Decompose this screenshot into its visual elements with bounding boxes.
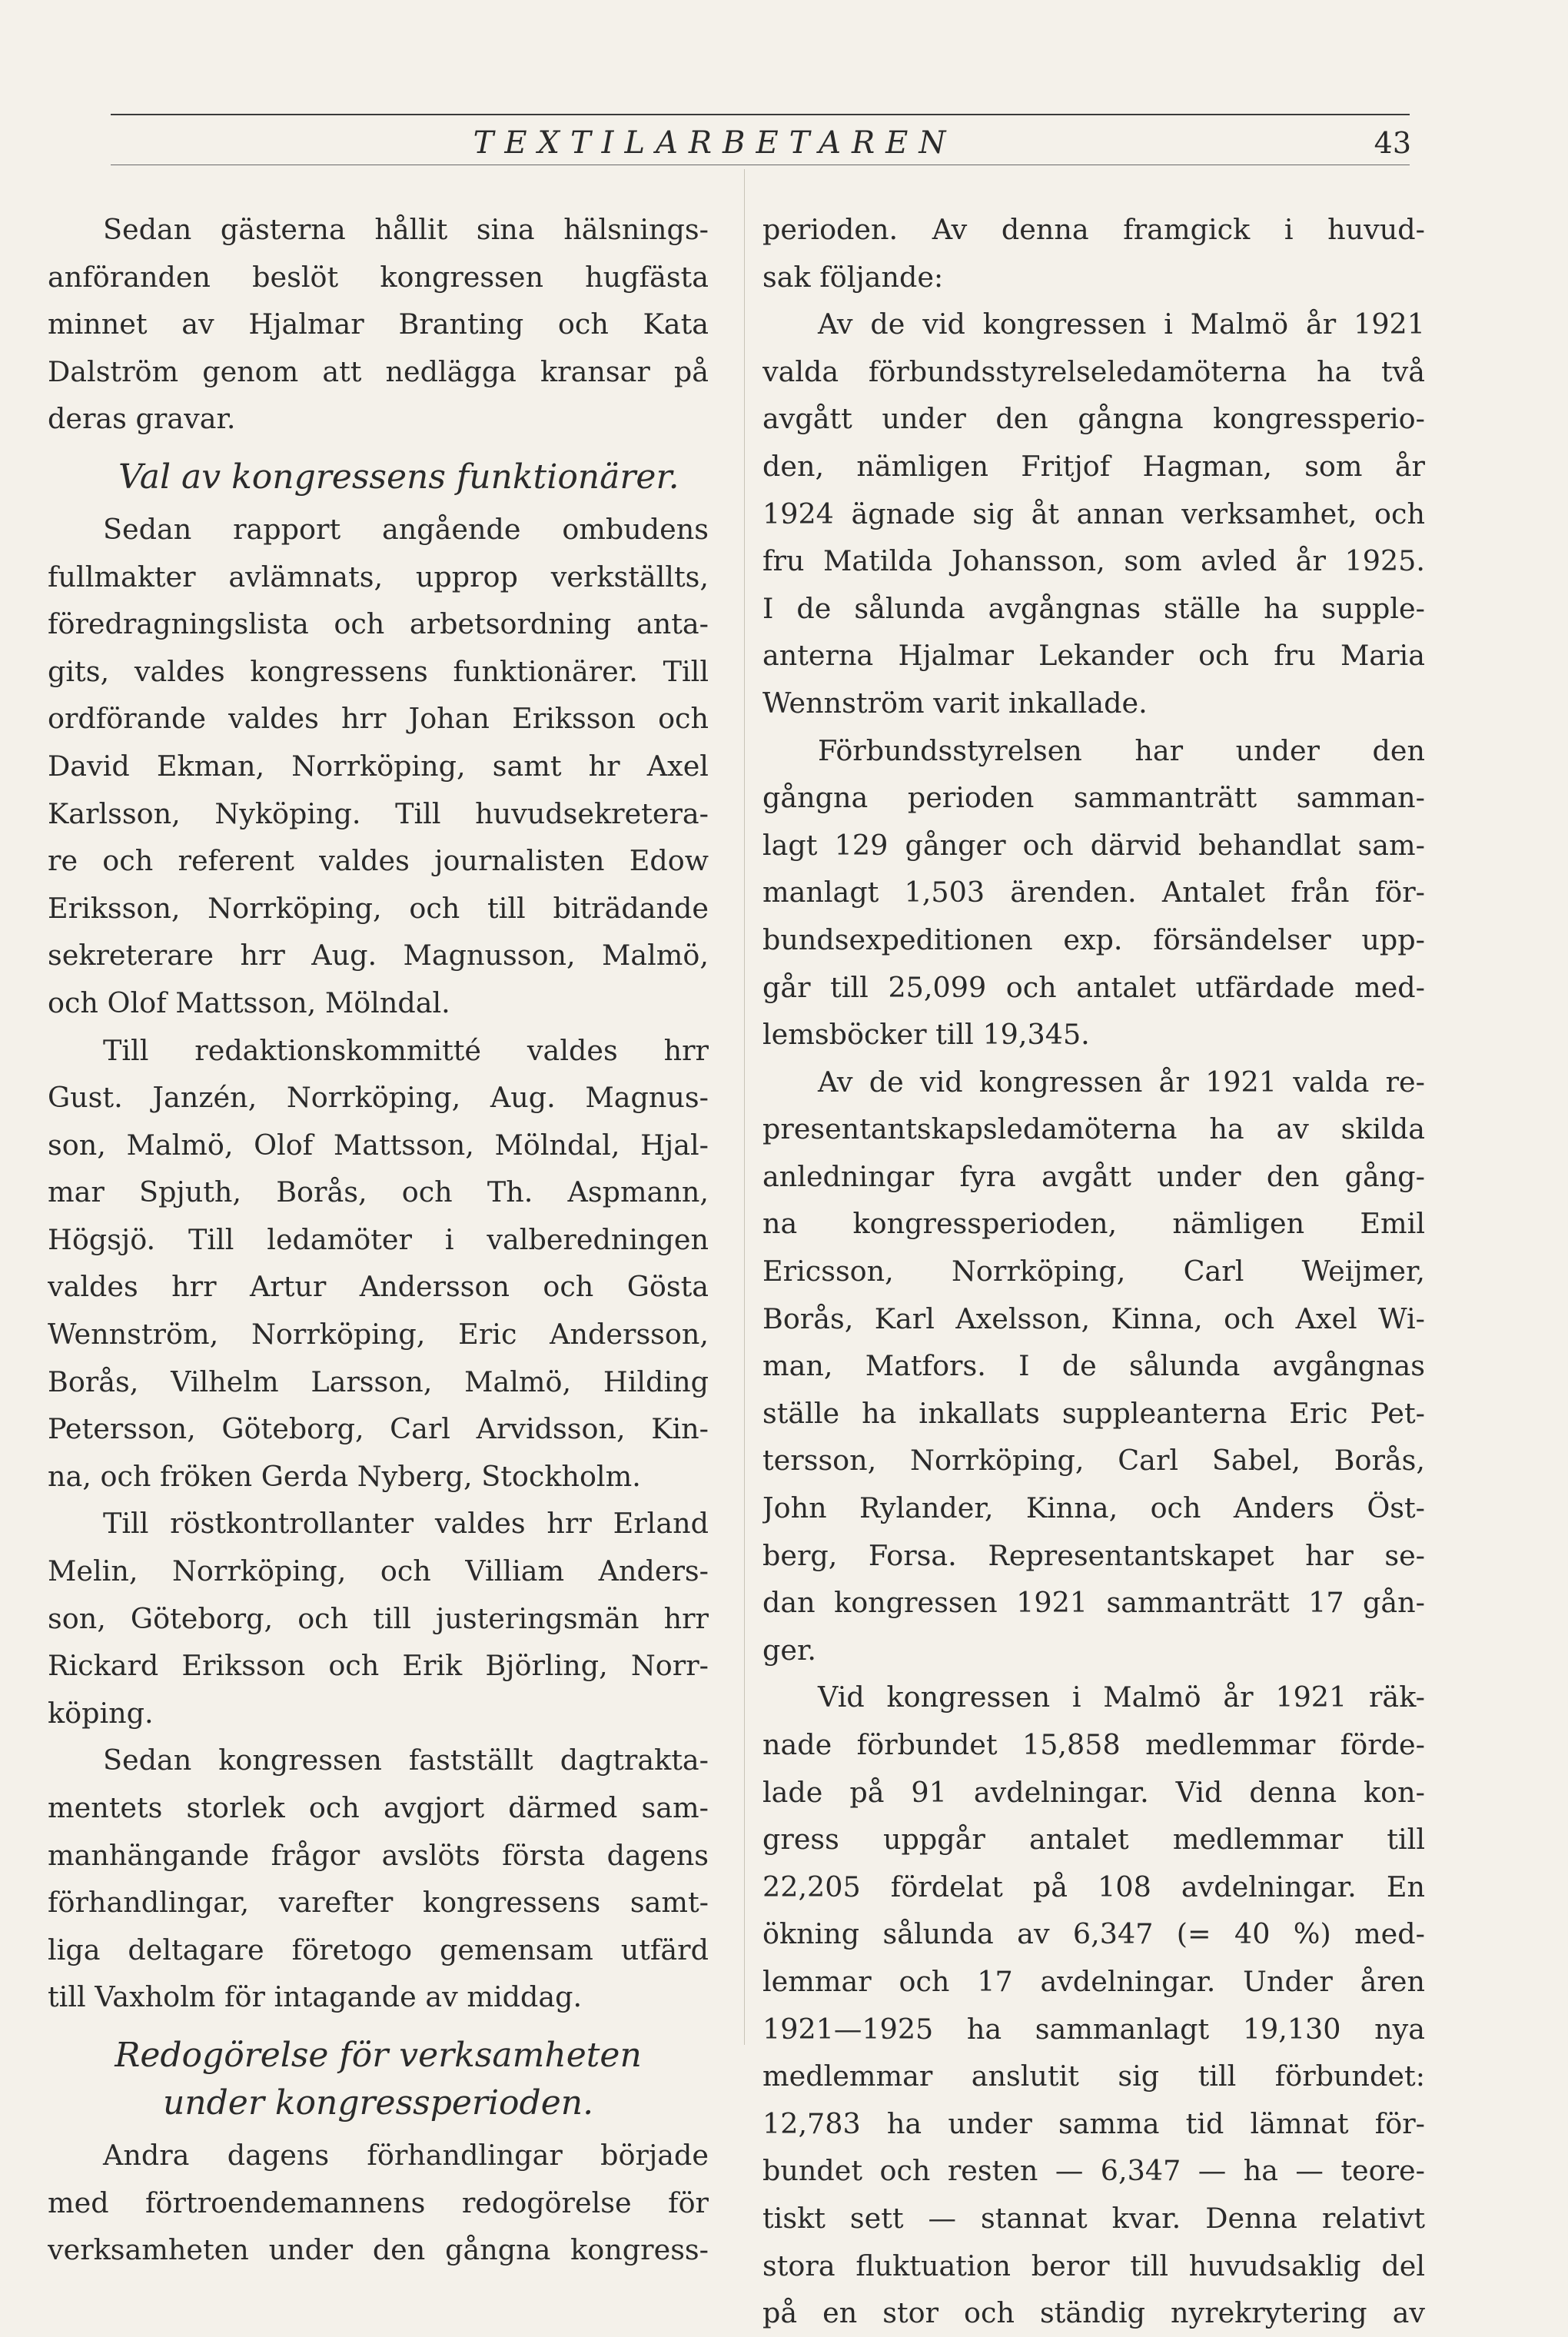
body-line: Högsjö. Till ledamöter i valberedningen	[48, 1222, 709, 1256]
body-line: ställe ha inkallats suppleanterna Eric Pet-	[762, 1396, 1425, 1430]
body-line: förhandlingar, varefter kongressens samt-	[48, 1886, 709, 1920]
body-line: deras gravar.	[48, 402, 236, 436]
body-line: na, och fröken Gerda Nyberg, Stockholm.	[48, 1459, 641, 1493]
body-line: valda förbundsstyrelseledamöterna ha två	[762, 354, 1425, 388]
body-line: Sedan kongressen fastställt dagtrakta-	[103, 1744, 709, 1777]
body-line: liga deltagare företogo gemensam utfärd	[48, 1933, 709, 1966]
body-line: Av de vid kongressen år 1921 valda re-	[818, 1065, 1425, 1099]
body-line: fru Matilda Johansson, som avled år 1925.	[762, 544, 1425, 578]
body-line: manhängande frågor avslöts första dagens	[48, 1838, 709, 1872]
section-heading: Val av kongressens funktionärer.	[118, 457, 679, 497]
body-line: Ericsson, Norrköping, Carl Weijmer,	[762, 1255, 1425, 1288]
body-line: till Vaxholm för intagande av middag.	[48, 1980, 583, 2014]
body-line: son, Göteborg, och till justeringsmän hrr	[48, 1601, 709, 1635]
body-line: anledningar fyra avgått under den gång-	[762, 1159, 1425, 1193]
body-line: valdes hrr Artur Andersson och Gösta	[48, 1270, 709, 1304]
body-line: David Ekman, Norrköping, samt hr Axel	[48, 749, 709, 783]
body-line: medlemmar anslutit sig till förbundet:	[762, 2059, 1425, 2093]
body-line: föredragningslista och arbetsordning anta-	[48, 607, 709, 641]
body-line: ordförande valdes hrr Johan Eriksson och	[48, 702, 709, 736]
column-divider	[744, 169, 745, 2045]
body-line: manlagt 1,503 ärenden. Antalet från för-	[762, 876, 1425, 909]
page-number: 43	[1374, 126, 1411, 160]
body-line: lade på 91 avdelningar. Vid denna kon-	[762, 1775, 1425, 1809]
body-line: Till redaktionskommitté valdes hrr	[103, 1033, 709, 1067]
body-line: lemsböcker till 19,345.	[762, 1018, 1090, 1052]
body-line: Till röstkontrollanter valdes hrr Erland	[103, 1507, 709, 1541]
body-line: ger.	[762, 1633, 817, 1667]
body-line: I de sålunda avgångnas ställe ha supple-	[762, 591, 1425, 625]
body-line: Melin, Norrköping, och Villiam Anders-	[48, 1554, 709, 1588]
body-line: presentantskapsledamöterna ha av skilda	[762, 1112, 1425, 1146]
body-line: sak följande:	[762, 260, 944, 294]
body-line: re och referent valdes journalisten Edow	[48, 844, 709, 878]
body-line: bundsexpeditionen exp. försändelser upp-	[762, 922, 1425, 956]
body-line: fullmakter avlämnats, upprop verkställts,	[48, 560, 709, 593]
running-title: TEXTILARBETAREN	[473, 125, 957, 161]
body-line: köping.	[48, 1696, 154, 1730]
body-line: lemmar och 17 avdelningar. Under åren	[762, 1964, 1425, 1998]
body-line: Förbundsstyrelsen har under den	[818, 733, 1425, 767]
right-column	[762, 206, 1425, 2337]
body-line: Gust. Janzén, Norrköping, Aug. Magnus-	[48, 1081, 709, 1115]
body-line: mentets storlek och avgjort därmed sam-	[48, 1791, 709, 1824]
body-line: Eriksson, Norrköping, och till biträdande	[48, 891, 709, 925]
body-line: Wennström, Norrköping, Eric Andersson,	[48, 1318, 709, 1351]
body-line: Av de vid kongressen i Malmö år 1921	[818, 308, 1425, 341]
body-line: verksamheten under den gångna kongress-	[48, 2233, 709, 2267]
body-line: berg, Forsa. Representantskapet har se-	[762, 1538, 1425, 1572]
body-line: son, Malmö, Olof Mattsson, Mölndal, Hjal-	[48, 1128, 709, 1162]
body-line: Sedan rapport angående ombudens	[103, 512, 709, 546]
body-line: och Olof Mattsson, Mölndal.	[48, 986, 450, 1019]
body-line: den, nämligen Fritjof Hagman, som år	[762, 449, 1425, 483]
body-line: gits, valdes kongressens funktionärer. Till	[48, 654, 709, 688]
body-line: tiskt sett — stannat kvar. Denna relativt	[762, 2201, 1425, 2235]
body-line: gress uppgår antalet medlemmar till	[762, 1823, 1425, 1857]
body-line: anföranden beslöt kongressen hugfästa	[48, 260, 709, 294]
body-line: 12,783 ha under samma tid lämnat för-	[762, 2106, 1425, 2140]
body-line: Petersson, Göteborg, Carl Arvidsson, Kin-	[48, 1412, 709, 1446]
body-line: 1924 ägnade sig åt annan verksamhet, och	[762, 497, 1425, 530]
body-line: sekreterare hrr Aug. Magnusson, Malmö,	[48, 939, 709, 972]
body-line: Dalström genom att nedlägga kransar på	[48, 354, 709, 388]
body-line: bundet och resten — 6,347 — ha — teore-	[762, 2154, 1425, 2188]
body-line: Borås, Vilhelm Larsson, Malmö, Hilding	[48, 1365, 709, 1398]
body-line: mar Spjuth, Borås, och Th. Aspmann,	[48, 1175, 709, 1209]
body-line: tersson, Norrköping, Carl Sabel, Borås,	[762, 1444, 1425, 1478]
body-line: perioden. Av denna framgick i huvud-	[762, 213, 1425, 246]
body-line: avgått under den gångna kongressperio-	[762, 402, 1425, 436]
body-line: ökning sålunda av 6,347 (= 40 %) med-	[762, 1917, 1425, 1951]
body-line: dan kongressen 1921 sammanträtt 17 gån-	[762, 1586, 1425, 1620]
body-line: man, Matfors. I de sålunda avgångnas	[762, 1349, 1425, 1383]
body-line: lagt 129 gånger och därvid behandlat sam-	[762, 828, 1425, 862]
section-heading: under kongressperioden.	[162, 2083, 594, 2123]
body-line: med förtroendemannens redogörelse för	[48, 2186, 709, 2219]
body-line: Sedan gästerna hållit sina hälsnings-	[103, 213, 709, 246]
body-line: Andra dagens förhandlingar började	[103, 2138, 709, 2172]
left-column	[48, 206, 709, 2274]
body-line: gångna perioden sammanträtt samman-	[762, 781, 1425, 815]
body-line: nade förbundet 15,858 medlemmar förde-	[762, 1728, 1425, 1761]
body-line: na kongressperioden, nämligen Emil	[762, 1207, 1425, 1241]
body-line: 22,205 fördelat på 108 avdelningar. En	[762, 1870, 1425, 1903]
body-line: anterna Hjalmar Lekander och fru Maria	[762, 639, 1425, 673]
body-line: Wennström varit inkallade.	[762, 686, 1148, 720]
body-line: minnet av Hjalmar Branting och Kata	[48, 308, 709, 341]
body-line: Rickard Eriksson och Erik Björling, Norr-	[48, 1649, 709, 1683]
header-top-rule	[111, 114, 1410, 115]
body-line: Karlsson, Nyköping. Till huvudsekretera-	[48, 796, 709, 830]
section-heading: Redogörelse för verksamheten	[115, 2035, 642, 2075]
body-line: Vid kongressen i Malmö år 1921 räk-	[818, 1680, 1425, 1714]
body-line: John Rylander, Kinna, och Anders Öst-	[762, 1491, 1425, 1525]
body-line: 1921—1925 ha sammanlagt 19,130 nya	[762, 2012, 1425, 2046]
body-line: Borås, Karl Axelsson, Kinna, och Axel Wi-	[762, 1301, 1425, 1335]
body-line: går till 25,099 och antalet utfärdade med-	[762, 970, 1425, 1004]
body-line: på en stor och ständig nyrekrytering av	[762, 2296, 1425, 2330]
body-line: stora fluktuation beror till huvudsaklig del	[762, 2249, 1425, 2282]
